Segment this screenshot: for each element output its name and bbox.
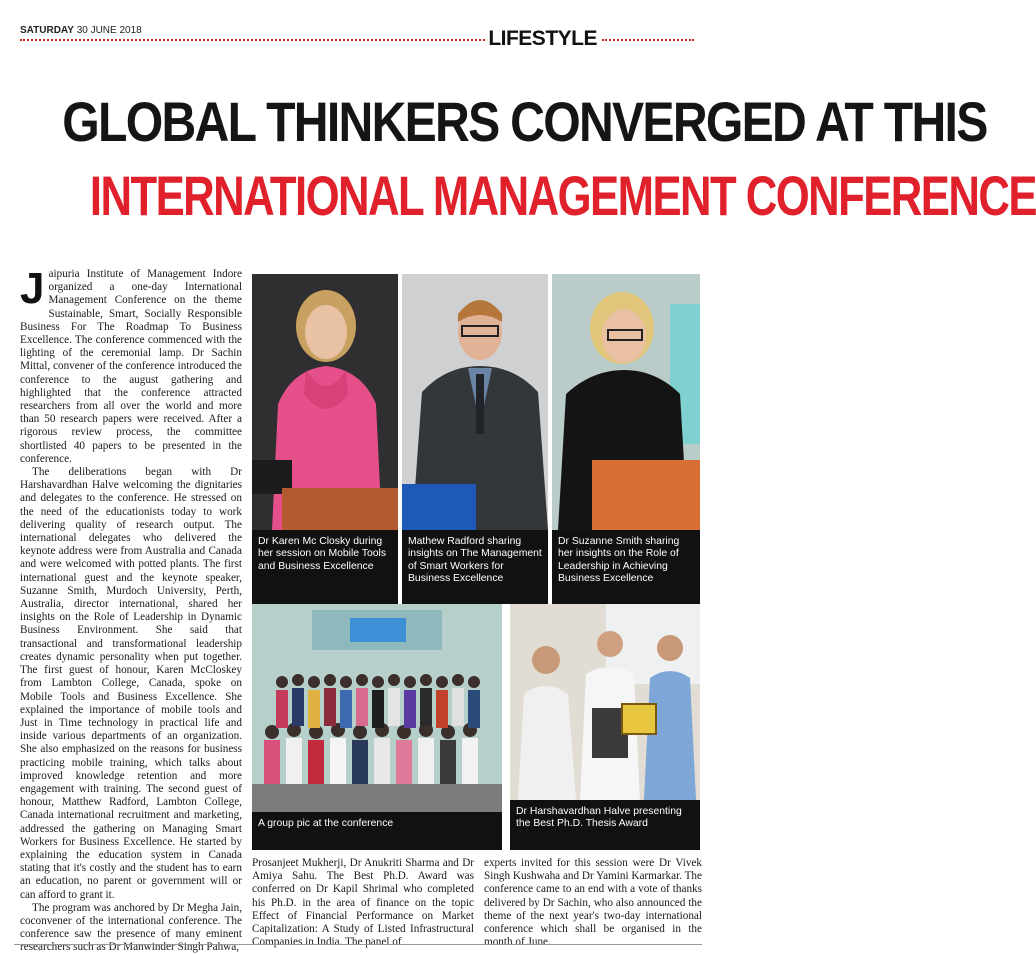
speaker-illustration [402,274,548,530]
speaker-illustration [252,274,398,530]
article-paragraph-1 [20,264,242,466]
article-column-2-text: Prosanjeet Mukherji, Dr Anukriti Sharma and Dr Amiya Sahu. The Best Ph.D. Award was conferred on Dr Kapil Shrimal who completed his Ph.D. in the area of finance on the topic Effect of Financial Performance on Market Capitalization: A Study of Listed Infrastructural Companies in India. The panel of [252,857,474,949]
article-paragraph-1-text: aipuria Institute of Management Indore organized a one-day International Management Conference on the theme Sustainable, Smart, Socially Responsible Business For The Roadmap To Business Excellence. The conference commenced with the lighting of the ceremonial lamp. Dr Sachin Mittal, convener of the conference introduced the conference to the august gathering and highlighted that the conference attracted researchers from all over the world and more than 50 research papers were received. After a rigorous review process, the committee shortlisted 40 papers to be presented in the conference. [20,268,242,465]
article-paragraph-2: The deliberations began with Dr Harshavardhan Halve welcoming the dignitaries and delegates to the conference. He stressed on the need of the educationists today to work delivering quality of research output. The international delegates who delivered the keynote address were from Australia and Canada and were welcomed with potted plants. The first international guest and the keynote speaker, Suzanne Smith, Murdoch University, Perth, Australia, director international, shared her insights on the Role of Leadership in Dynamic Business Environment. She said that transactional and transformational leadership creates dynamic personality when put together. The first guest of honour, Karen McCloskey from Lambton College, Canada, spoke on Mobile Tools and Business Excellence. She explained the importance of mobile tools and Just in Time technology in practical life and inside various departments of an organization. She also emphasized on the reasons for business practicing mobile training, which talks about improved knowledge retention and more engagement with training. The second guest of honour, Matthew Radford, Lambton College, Canada international recruitment and marketing, addressed the gathering on Managing Smart Workers for Business Excellence. He started by explaining the education system in Canada stating that it's costly and the student has to earn an education, no parent or government will or can afford to grant it. [20,466,242,901]
caption-karen: Dr Karen Mc Closky during her session on Mobile Tools and Business Excellence [252,530,398,604]
photo-group [252,604,502,812]
group-illustration [252,604,502,812]
caption-mathew: Mathew Radford sharing insights on The Management of Smart Workers for Business Excellence [402,530,548,604]
photo-award [510,604,700,800]
dateline [20,25,142,36]
dateline-day: SATURDAY [20,25,74,36]
photo-suzanne-smith [552,274,700,530]
photo-mathew-radford [402,274,548,530]
drop-cap: J [20,264,45,313]
caption-award: Dr Harshavardhan Halve presenting the Best Ph.D. Thesis Award [510,800,700,850]
section-title: LIFESTYLE [485,27,600,51]
headline-line-1: GLOBAL THINKERS CONVERGED AT THIS [62,90,987,153]
article-column-3 [484,857,702,949]
award-illustration [510,604,700,800]
header-dotted-rule-right [602,39,694,41]
article-column-2 [252,857,474,949]
article-column-1 [20,264,242,954]
headline [14,88,1036,230]
speaker-illustration [552,274,700,530]
dateline-date: 30 JUNE 2018 [76,25,142,36]
article-paragraph-3: The program was anchored by Dr Megha Jain, coconvener of the international conference. The conference saw the presence of many eminent researchers such as Dr Manwinder Singh Pahwa, [20,901,242,954]
headline-line-2: INTERNATIONAL MANAGEMENT CONFERENCE [89,164,1036,227]
bottom-rule [14,944,702,945]
page-header [14,22,702,50]
photo-karen-mc-closky [252,274,398,530]
caption-group: A group pic at the conference [252,812,502,850]
article-column-3-text: experts invited for this session were Dr Vivek Singh Kushwaha and Dr Yamini Karmarkar. The conference came to an end with a vote of thanks delivered by Dr Sachin, who also announced the theme of the next year's two-day international conference which shall be organised in the month of June. [484,857,702,949]
caption-suzanne: Dr Suzanne Smith sharing her insights on the Role of Leadership in Achieving Business Excellence [552,530,700,604]
